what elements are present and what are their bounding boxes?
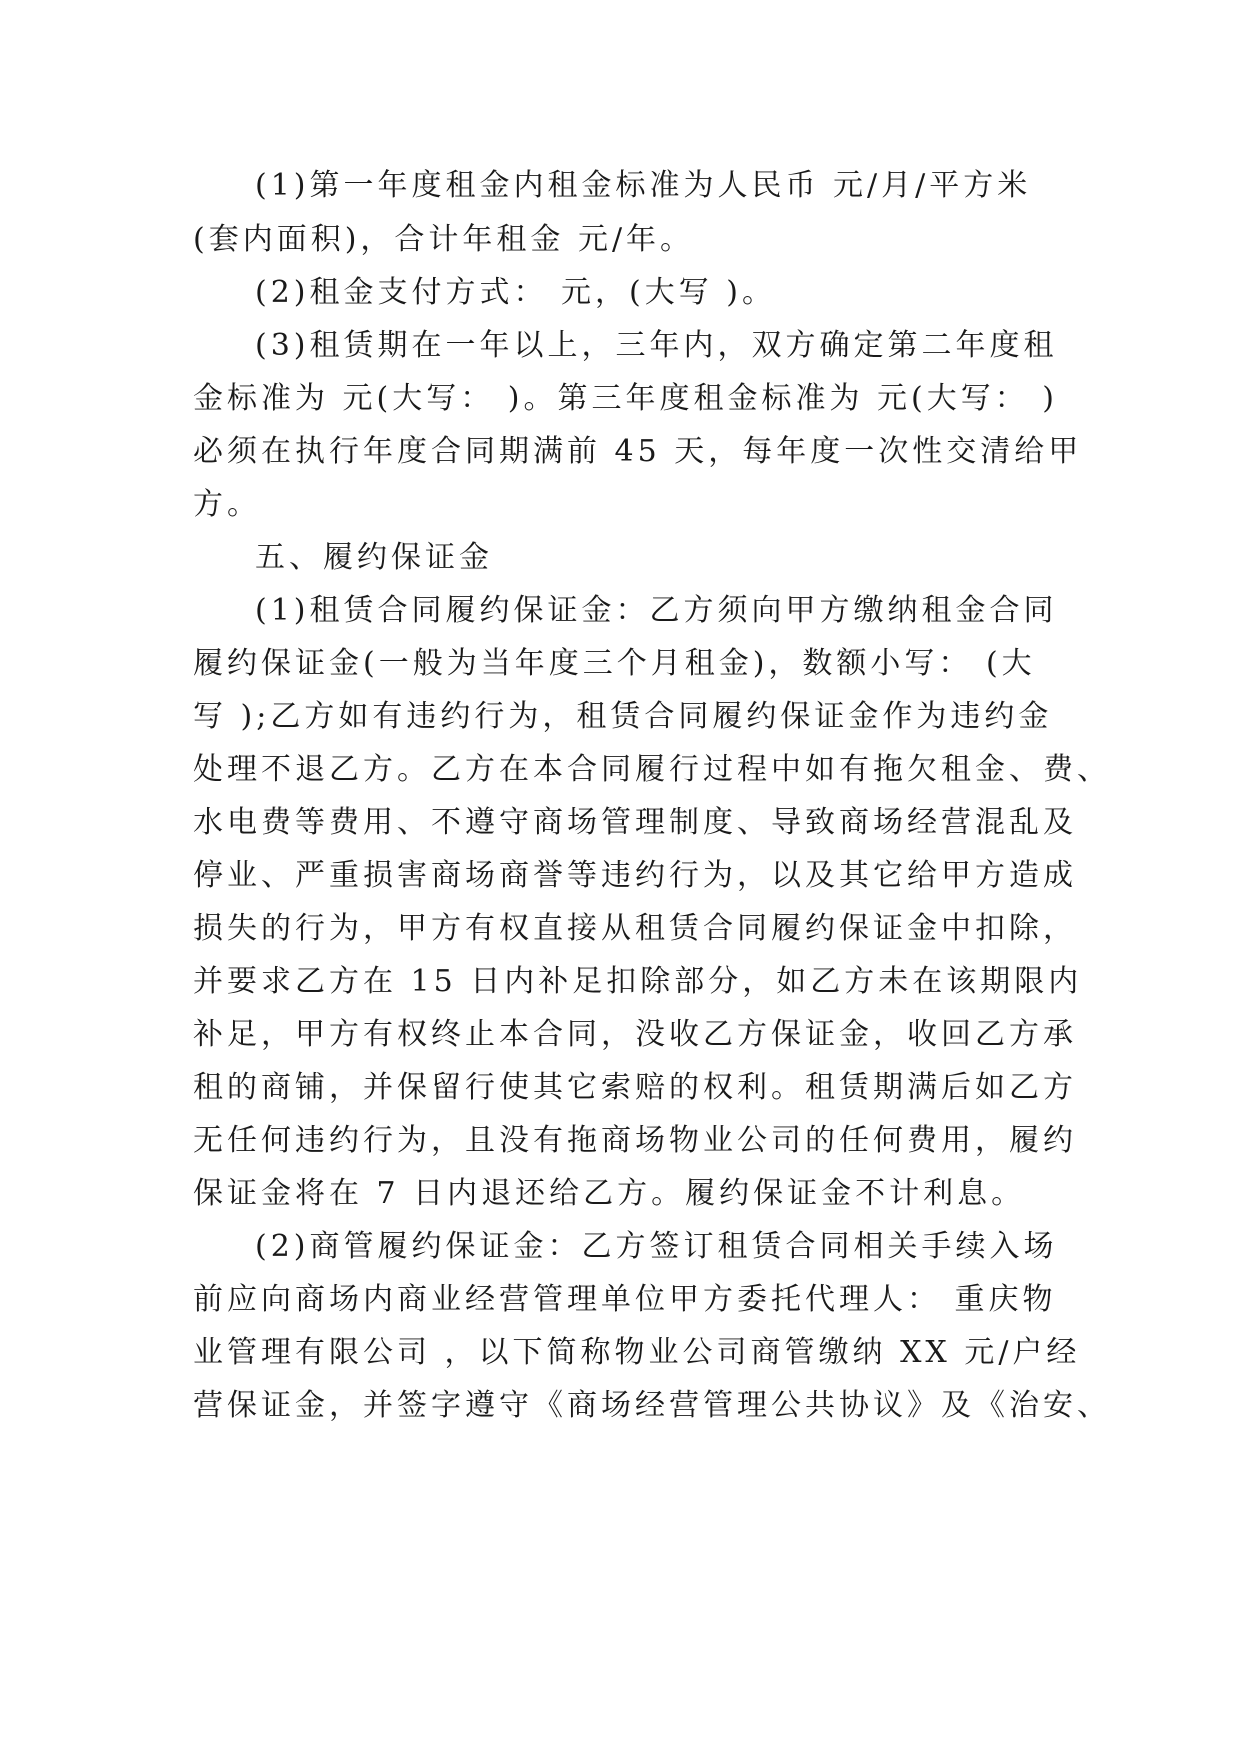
- paragraph-line: 履约保证金(一般为当年度三个月租金)，数额小写： (大: [193, 646, 1036, 681]
- paragraph-line: 前应向商场内商业经营管理单位甲方委托代理人： 重庆物: [193, 1282, 1057, 1317]
- section-heading: 五、履约保证金: [255, 540, 493, 575]
- paragraph-line: 并要求乙方在 15 日内补足扣除部分，如乙方未在该期限内: [193, 964, 1083, 999]
- paragraph-line: 方。: [193, 487, 261, 522]
- paragraph-line: 营保证金，并签字遵守《商场经营管理公共协议》及《治安、: [193, 1388, 1111, 1423]
- paragraph-line: 写 );乙方如有违约行为，租赁合同履约保证金作为违约金: [193, 699, 1053, 734]
- paragraph-line: (套内面积)，合计年租金 元/年。: [193, 222, 695, 257]
- paragraph-line: 必须在执行年度合同期满前 45 天，每年度一次性交清给甲: [193, 434, 1083, 469]
- paragraph-line: (2)商管履约保证金：乙方签订租赁合同相关手续入场: [255, 1229, 1058, 1264]
- paragraph-line: 租的商铺，并保留行使其它索赔的权利。租赁期满后如乙方: [193, 1070, 1077, 1105]
- paragraph-line: (1)第一年度租金内租金标准为人民币 元/月/平方米: [255, 168, 1032, 203]
- paragraph-line: 水电费等费用、不遵守商场管理制度、导致商场经营混乱及: [193, 805, 1077, 840]
- paragraph-line: 补足，甲方有权终止本合同，没收乙方保证金，收回乙方承: [193, 1017, 1077, 1052]
- paragraph-line: 损失的行为，甲方有权直接从租赁合同履约保证金中扣除，: [193, 911, 1077, 946]
- paragraph-line: 保证金将在 7 日内退还给乙方。履约保证金不计利息。: [193, 1176, 1026, 1211]
- paragraph-line: 处理不退乙方。乙方在本合同履行过程中如有拖欠租金、费、: [193, 752, 1111, 787]
- paragraph-line: 金标准为 元(大写： )。第三年度租金标准为 元(大写： ): [193, 381, 1058, 416]
- paragraph-line: (3)租赁期在一年以上，三年内，双方确定第二年度租: [255, 328, 1058, 363]
- paragraph-line: 无任何违约行为，且没有拖商场物业公司的任何费用，履约: [193, 1123, 1077, 1158]
- paragraph-line: 停业、严重损害商场商誉等违约行为，以及其它给甲方造成: [193, 858, 1077, 893]
- paragraph-line: 业管理有限公司 ，以下简称物业公司商管缴纳 XX 元/户经: [193, 1335, 1081, 1370]
- paragraph-line: (2)租金支付方式： 元，(大写 )。: [255, 275, 776, 310]
- paragraph-line: (1)租赁合同履约保证金：乙方须向甲方缴纳租金合同: [255, 593, 1058, 628]
